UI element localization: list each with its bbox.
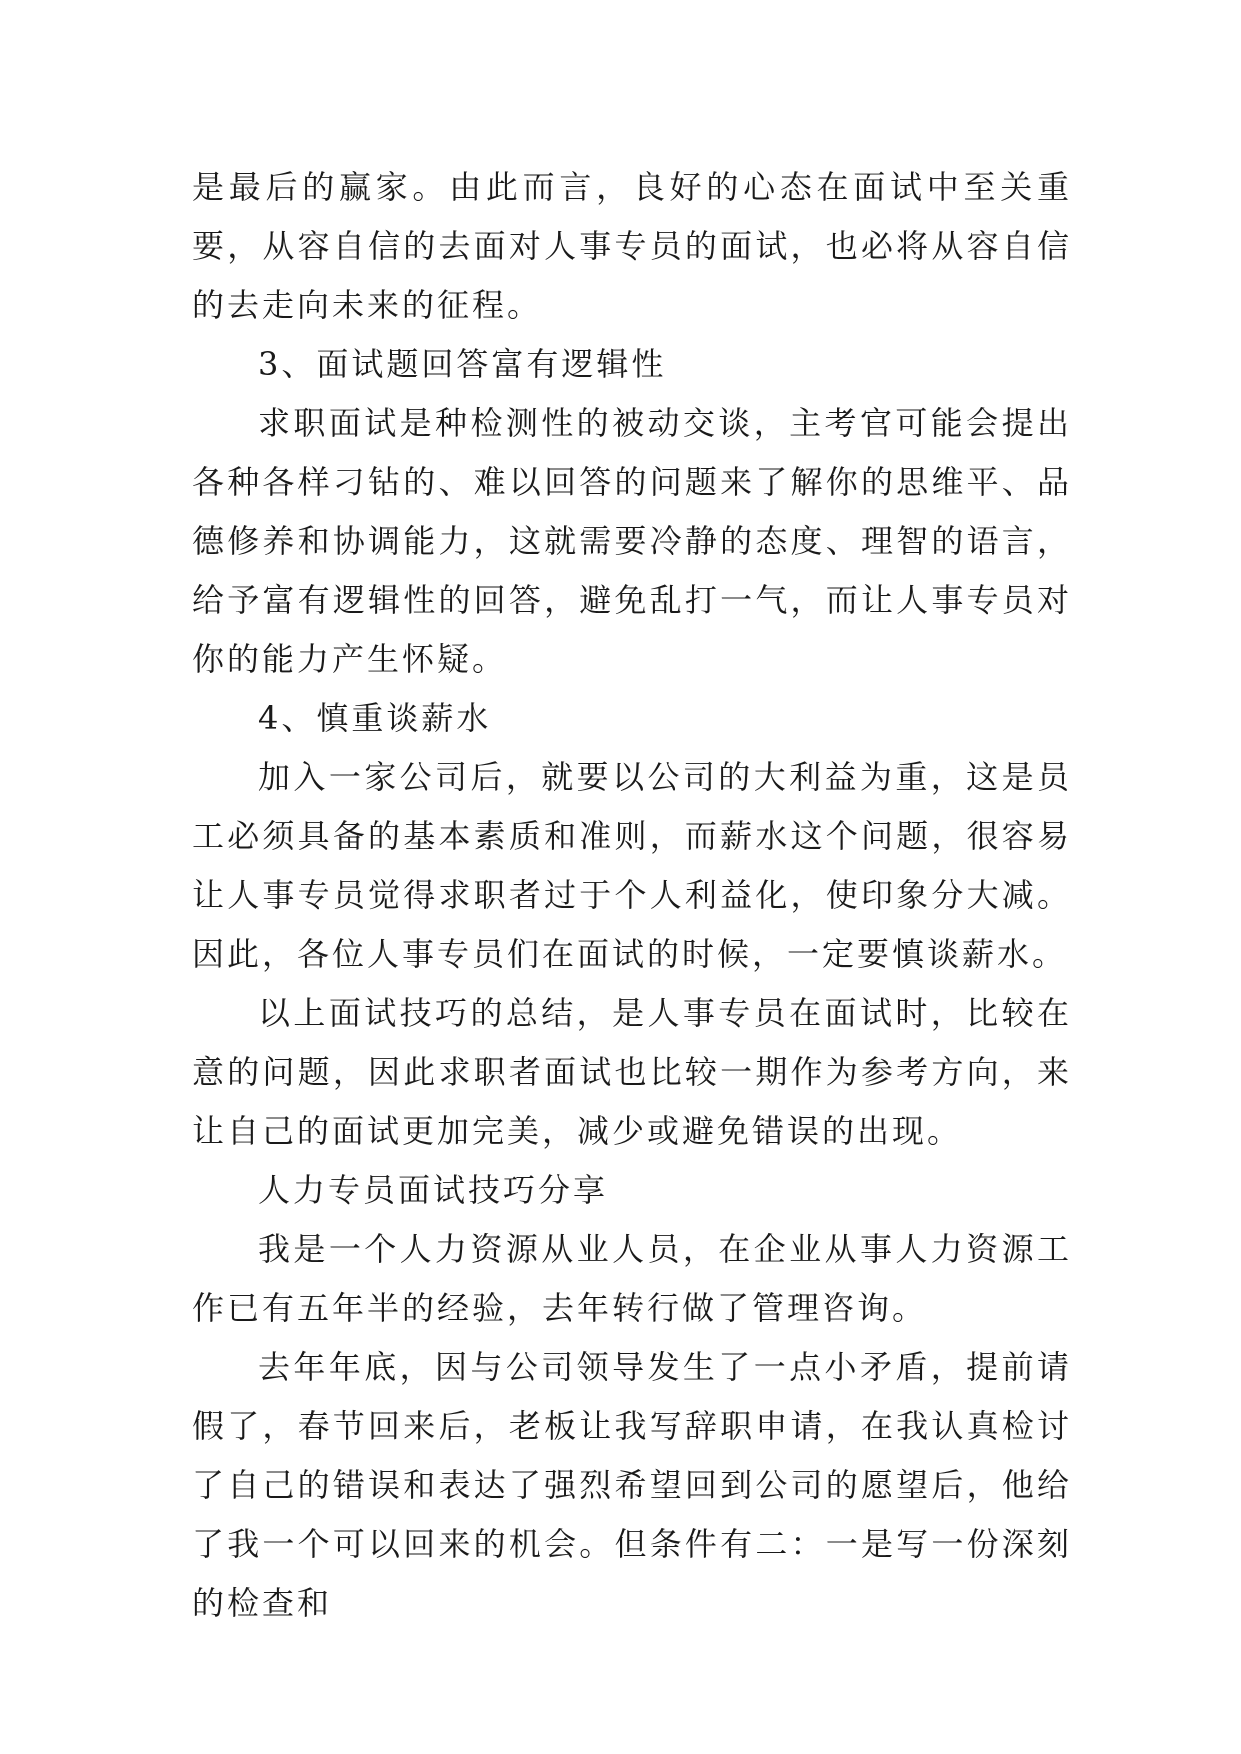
paragraph-logic: 求职面试是种检测性的被动交谈，主考官可能会提出各种各样刁钻的、难以回答的问题来了解你的思维平、品德修养和协调能力，这就需要冷静的态度、理智的语言，给予富有逻辑性的回答，避免乱打一气，而让人事专员对你的能力产生怀疑。 (192, 404, 1072, 678)
paragraph-salary: 加入一家公司后，就要以公司的大利益为重，这是员工必须具备的基本素质和准则，而薪水这个问题，很容易让人事专员觉得求职者过于个人利益化，使印象分大减。因此，各位人事专员们在面试的时候，一定要慎谈薪水。 (192, 758, 1072, 973)
paragraph-intro: 我是一个人力资源从业人员，在企业从事人力资源工作已有五年半的经验，去年转行做了管理咨询。 (192, 1230, 1072, 1327)
section-heading-3: 3、面试题回答富有逻辑性 (258, 345, 667, 383)
document-body (192, 158, 1072, 1633)
paragraph-continuation: 是最后的赢家。由此而言，良好的心态在面试中至关重要，从容自信的去面对人事专员的面试，也必将从容自信的去走向未来的征程。 (192, 168, 1072, 324)
paragraph-summary: 以上面试技巧的总结，是人事专员在面试时，比较在意的问题，因此求职者面试也比较一期作为参考方向，来让自己的面试更加完美，减少或避免错误的出现。 (192, 994, 1072, 1150)
section-heading-hr-tips: 人力专员面试技巧分享 (258, 1171, 609, 1209)
paragraph-story: 去年年底，因与公司领导发生了一点小矛盾，提前请假了，春节回来后，老板让我写辞职申请，在我认真检讨了自己的错误和表达了强烈希望回到公司的愿望后，他给了我一个可以回来的机会。但条件有二：一是写一份深刻的检查和 (192, 1348, 1072, 1622)
section-heading-4: 4、慎重谈薪水 (258, 699, 492, 737)
